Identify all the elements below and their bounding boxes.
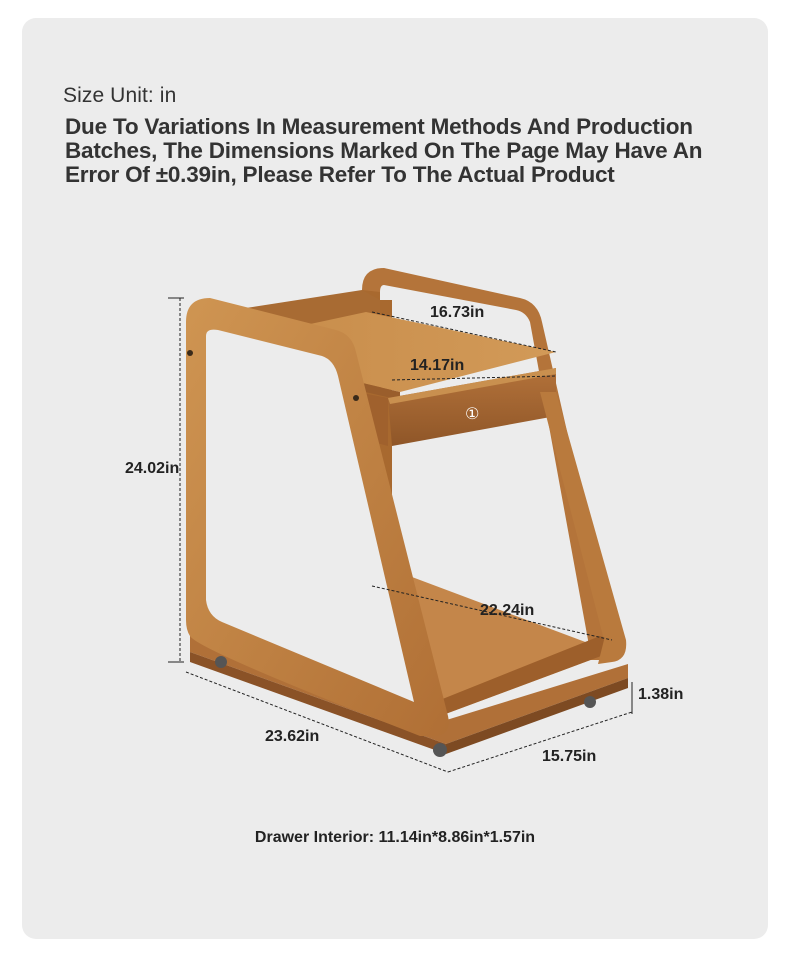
top-width-label: 16.73in — [430, 304, 485, 321]
length-label: 23.62in — [265, 728, 320, 745]
bolt-icon — [353, 395, 359, 401]
drawer-width-label: 14.17in — [410, 357, 465, 374]
height-label: 24.02in — [125, 460, 180, 477]
disclaimer-line-3: Error Of ±0.39in, Please Refer To The Actual Product — [65, 162, 615, 187]
right-front-leg — [540, 392, 626, 664]
bolt-icon — [187, 350, 193, 356]
size-unit-label: Size Unit: in — [63, 84, 177, 107]
disclaimer-line-2: Batches, The Dimensions Marked On The Page May Have An — [65, 138, 703, 163]
caster-wheel-icon — [433, 743, 447, 757]
base-thickness-label: 1.38in — [638, 686, 684, 703]
disclaimer-line-1: Due To Variations In Measurement Methods And Production — [65, 114, 693, 139]
depth-label: 15.75in — [542, 748, 597, 765]
drawer-interior-note: Drawer Interior: 11.14in*8.86in*1.57in — [254, 829, 536, 846]
caster-wheel-icon — [584, 696, 596, 708]
bottom-diagonal-label: 22.24in — [480, 602, 535, 619]
drawer-marker: ① — [465, 406, 480, 423]
caster-wheel-icon — [215, 656, 227, 668]
